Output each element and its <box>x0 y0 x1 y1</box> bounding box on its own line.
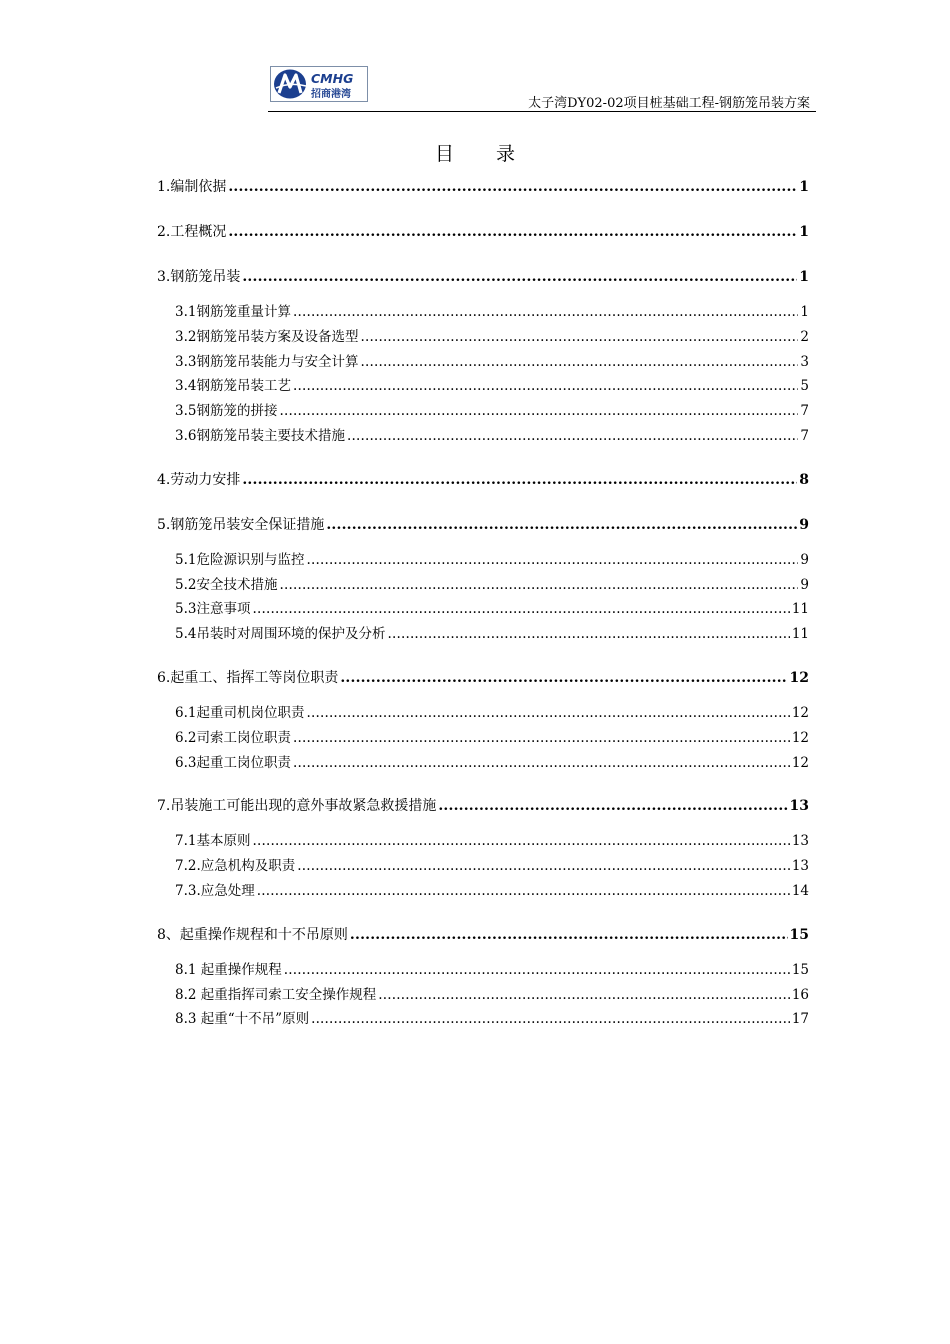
toc-subsection-label: 3.3钢筋笼吊装能力与安全计算 <box>175 353 359 370</box>
dot-leader <box>340 670 787 686</box>
toc-section-page: 13 <box>789 798 809 815</box>
toc-subsection-label: 6.3起重工岗位职责 <box>175 754 291 771</box>
toc-section[interactable] <box>157 667 809 692</box>
dot-leader <box>252 601 789 617</box>
toc-subsection-page: 12 <box>791 754 809 771</box>
toc-section-page: 9 <box>799 516 809 533</box>
toc-section-label: 2.工程概况 <box>157 224 227 240</box>
toc-subsection[interactable] <box>157 374 809 399</box>
toc-section-label: 1.编制依据 <box>157 179 227 195</box>
toc-section-label: 3.钢筋笼吊装 <box>157 269 241 285</box>
dot-leader <box>257 883 790 899</box>
toc-subsection-page: 9 <box>800 576 809 593</box>
toc-subsection[interactable] <box>157 300 809 325</box>
company-logo <box>270 66 368 102</box>
dot-leader <box>360 329 798 345</box>
toc-subsection-label: 5.4吊装时对周围环境的保护及分析 <box>175 626 386 643</box>
toc-section[interactable] <box>157 514 809 539</box>
toc-subsection-label: 8.1 起重操作规程 <box>175 961 282 978</box>
toc-subsection-page: 1 <box>800 304 809 320</box>
toc-subsection-page: 11 <box>791 626 809 643</box>
toc-subsection[interactable] <box>157 573 809 598</box>
toc-section[interactable] <box>157 176 809 201</box>
dot-leader <box>326 517 797 533</box>
toc-subsection[interactable] <box>157 879 809 904</box>
toc-subsection-label: 3.5钢筋笼的拼接 <box>175 403 278 420</box>
toc-subsection[interactable] <box>157 325 809 350</box>
toc-subsection[interactable] <box>157 350 809 375</box>
toc-section-page: 12 <box>789 669 809 686</box>
toc-section[interactable] <box>157 924 809 949</box>
toc-subsection[interactable] <box>157 622 809 647</box>
dot-leader <box>279 403 798 419</box>
toc-subsection-page: 14 <box>791 882 809 899</box>
toc-subsection-page: 7 <box>800 427 809 444</box>
dot-leader <box>242 472 797 488</box>
toc-section[interactable] <box>157 266 809 291</box>
toc-subsection-page: 16 <box>791 986 809 1003</box>
toc-section-label: 4.劳动力安排 <box>157 471 241 488</box>
toc-subsection-page: 12 <box>791 704 809 721</box>
toc-subsection-page: 17 <box>791 1011 809 1028</box>
dot-leader <box>306 552 798 568</box>
toc-section-page: 1 <box>799 269 809 285</box>
toc-subsection-label: 3.6钢筋笼吊装主要技术措施 <box>175 427 345 444</box>
header-rule <box>268 111 816 112</box>
dot-leader <box>279 577 798 593</box>
toc-subsection[interactable] <box>157 701 809 726</box>
toc-subsection[interactable] <box>157 751 809 776</box>
page-header <box>268 66 816 112</box>
toc-subsection[interactable] <box>157 854 809 879</box>
toc-subsection-label: 6.2司索工岗位职责 <box>175 729 291 746</box>
toc-subsection-label: 6.1起重司机岗位职责 <box>175 704 305 721</box>
toc-subsection-label: 7.3.应急处理 <box>175 882 255 899</box>
toc-section-page: 15 <box>789 926 809 943</box>
toc-subsection-label: 3.1钢筋笼重量计算 <box>175 304 291 320</box>
dot-leader <box>306 705 789 721</box>
table-of-contents <box>157 176 809 1032</box>
toc-subsection-label: 5.2安全技术措施 <box>175 576 278 593</box>
dot-leader <box>293 378 798 394</box>
toc-subsection-label: 3.4钢筋笼吊装工艺 <box>175 378 291 395</box>
toc-section-label: 7.吊装施工可能出现的意外事故紧急救援措施 <box>157 798 437 815</box>
toc-subsection[interactable] <box>157 726 809 751</box>
toc-subsection-page: 3 <box>800 353 809 370</box>
toc-subsection[interactable] <box>157 399 809 424</box>
toc-section-label: 5.钢筋笼吊装安全保证措施 <box>157 516 325 533</box>
toc-title: 目录 <box>434 143 557 165</box>
toc-section-label: 6.起重工、指挥工等岗位职责 <box>157 669 339 686</box>
toc-subsection[interactable] <box>157 548 809 573</box>
toc-subsection-label: 5.3注意事项 <box>175 601 251 618</box>
svg-text:招商港湾: 招商港湾 <box>311 89 351 100</box>
svg-text:CMHG: CMHG <box>311 71 354 86</box>
dot-leader <box>228 179 797 195</box>
dot-leader <box>297 858 790 874</box>
toc-subsection-page: 13 <box>791 858 809 875</box>
toc-subsection-page: 5 <box>800 378 809 395</box>
toc-subsection[interactable] <box>157 983 809 1008</box>
toc-subsection-page: 13 <box>791 833 809 850</box>
header-title: 太子湾DY02-02项目桩基础工程-钢筋笼吊装方案 <box>528 96 810 111</box>
dot-leader <box>378 987 790 1003</box>
dot-leader <box>387 626 789 642</box>
toc-subsection-page: 15 <box>791 961 809 978</box>
dot-leader <box>347 428 798 444</box>
dot-leader <box>242 269 797 285</box>
toc-subsection[interactable] <box>157 424 809 449</box>
toc-subsection-label: 8.3 起重“十不吊”原则 <box>175 1011 310 1028</box>
dot-leader <box>438 798 787 814</box>
toc-subsection-page: 7 <box>800 403 809 420</box>
toc-subsection[interactable] <box>157 597 809 622</box>
toc-section[interactable] <box>157 221 809 246</box>
toc-subsection[interactable] <box>157 958 809 983</box>
toc-section-page: 1 <box>799 224 809 240</box>
toc-section-page: 1 <box>799 179 809 195</box>
toc-subsection-page: 2 <box>800 328 809 345</box>
toc-subsection-page: 11 <box>791 601 809 618</box>
toc-subsection-label: 8.2 起重指挥司索工安全操作规程 <box>175 986 377 1003</box>
dot-leader <box>284 962 790 978</box>
toc-section[interactable] <box>157 795 809 820</box>
dot-leader <box>293 304 798 320</box>
toc-section-page: 8 <box>799 471 809 488</box>
toc-subsection-label: 7.2.应急机构及职责 <box>175 858 296 875</box>
dot-leader <box>293 755 790 771</box>
dot-leader <box>350 927 788 943</box>
toc-section-label: 8、起重操作规程和十不吊原则 <box>157 926 348 943</box>
dot-leader <box>360 354 798 370</box>
toc-subsection-page: 12 <box>791 729 809 746</box>
toc-subsection-label: 7.1基本原则 <box>175 833 251 850</box>
dot-leader <box>252 833 789 849</box>
toc-subsection-page: 9 <box>800 551 809 568</box>
dot-leader <box>293 730 790 746</box>
toc-subsection-label: 5.1危险源识别与监控 <box>175 551 305 568</box>
toc-subsection[interactable] <box>157 1007 809 1032</box>
dot-leader <box>228 224 797 240</box>
toc-subsection[interactable] <box>157 829 809 854</box>
toc-subsection-label: 3.2钢筋笼吊装方案及设备选型 <box>175 328 359 345</box>
toc-section[interactable] <box>157 469 809 494</box>
dot-leader <box>311 1011 790 1027</box>
